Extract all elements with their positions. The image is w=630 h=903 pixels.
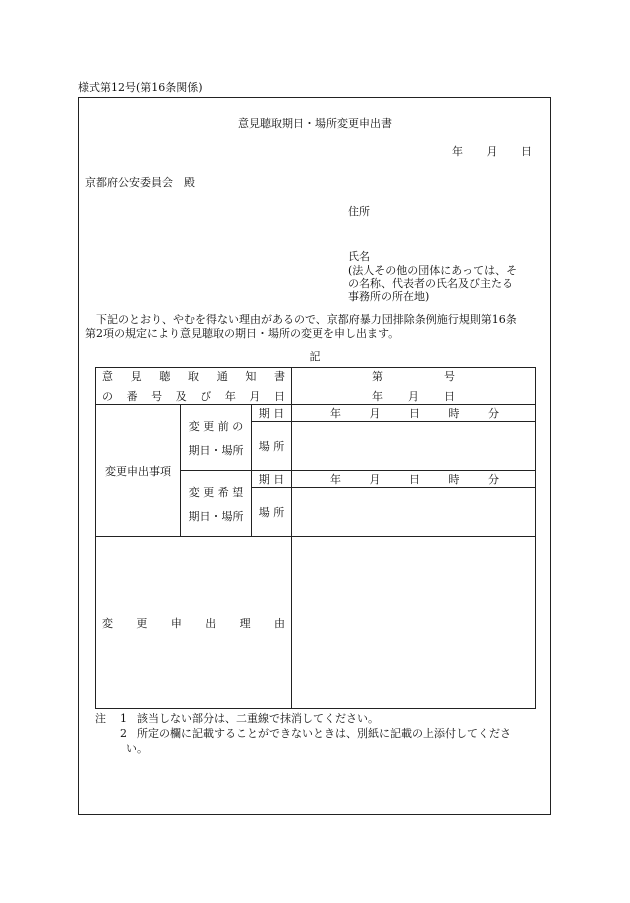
desired-place-label: 場 所 bbox=[252, 488, 292, 537]
record-heading: 記 bbox=[309, 350, 321, 363]
notice-value-line bbox=[372, 388, 455, 404]
before-label-line: 変 更 前 の bbox=[188, 419, 244, 433]
before-label-line: 期日・場所 bbox=[188, 443, 244, 457]
address-label: 住所 bbox=[348, 205, 370, 218]
notice-label-char: 見 bbox=[130, 370, 142, 383]
notice-label-line bbox=[102, 388, 285, 404]
before-place-value bbox=[292, 422, 536, 471]
notice-label-char: の bbox=[102, 390, 113, 403]
notes-prefix: 注 bbox=[95, 712, 106, 725]
notice-value-unit: 第 bbox=[372, 370, 384, 383]
datetime-unit: 日 bbox=[409, 407, 420, 420]
before-place-label: 場 所 bbox=[252, 422, 292, 471]
name-note-line: の名称、代表者の氏名及び主たる bbox=[348, 277, 513, 290]
notice-label-char: 月 bbox=[249, 390, 261, 403]
datetime-unit: 分 bbox=[487, 407, 499, 420]
before-datetime-cell bbox=[292, 405, 536, 422]
notice-label-char: 書 bbox=[274, 370, 286, 383]
datetime-unit: 時 bbox=[448, 407, 460, 420]
desired-date-label: 期 日 bbox=[252, 471, 292, 488]
notice-label-char: 聴 bbox=[159, 370, 171, 383]
notice-number-label-cell bbox=[96, 368, 292, 405]
notice-label-char: 知 bbox=[245, 370, 257, 383]
datetime-unit: 分 bbox=[487, 473, 499, 486]
note-number: 1 bbox=[120, 712, 127, 725]
notice-value-unit: 号 bbox=[444, 370, 455, 383]
change-items-label: 変更申出事項 bbox=[96, 405, 181, 537]
notice-label-char: 番 bbox=[126, 390, 138, 403]
reason-label-char: 更 bbox=[136, 616, 148, 630]
datetime-unit: 年 bbox=[330, 473, 342, 486]
notice-label-char: 取 bbox=[188, 370, 200, 383]
reason-label-char: 申 bbox=[170, 616, 182, 630]
notice-label-char: 年 bbox=[224, 390, 236, 403]
reason-label-char: 理 bbox=[239, 616, 251, 630]
form-number-label: 様式第12号(第16条関係) bbox=[78, 81, 203, 94]
reason-label-cell bbox=[96, 537, 292, 709]
notice-label-char: び bbox=[200, 390, 212, 403]
notice-label-line bbox=[102, 368, 285, 384]
desired-label-cell bbox=[181, 471, 252, 537]
date-unit: 月 bbox=[486, 145, 498, 158]
note-text-continuation: い。 bbox=[126, 742, 148, 755]
before-date-label: 期 日 bbox=[252, 405, 292, 422]
notice-value-unit: 年 bbox=[372, 390, 384, 403]
notice-label-char: 意 bbox=[102, 370, 113, 383]
reason-value bbox=[292, 537, 536, 709]
datetime-unit: 年 bbox=[330, 407, 342, 420]
datetime-unit: 日 bbox=[409, 473, 420, 486]
notice-label-char: 通 bbox=[216, 370, 228, 383]
body-text-line: 下記のとおり、やむを得ない理由があるので、京都府暴力団排除条例施行規則第16条 bbox=[96, 313, 517, 326]
document-title: 意見聴取期日・場所変更申出書 bbox=[238, 117, 392, 130]
notice-label-char: 日 bbox=[273, 390, 285, 403]
note-number: 2 bbox=[120, 727, 127, 740]
name-label: 氏名 bbox=[348, 250, 370, 263]
datetime-unit: 月 bbox=[369, 407, 381, 420]
application-table bbox=[95, 367, 536, 709]
notice-value-unit: 日 bbox=[444, 390, 455, 403]
addressee: 京都府公安委員会 殿 bbox=[85, 176, 195, 189]
desired-datetime-cell bbox=[292, 471, 536, 488]
desired-label-line: 期日・場所 bbox=[188, 509, 244, 523]
date-unit: 年 bbox=[452, 145, 463, 158]
date-line bbox=[452, 145, 532, 158]
reason-label-char: 変 bbox=[102, 616, 113, 630]
notice-value-unit: 月 bbox=[408, 390, 420, 403]
notice-number-value-cell bbox=[292, 368, 536, 405]
reason-label-char: 出 bbox=[205, 616, 217, 630]
name-note-line: 事務所の所在地) bbox=[348, 290, 430, 303]
notice-label-char: 及 bbox=[175, 390, 187, 403]
name-note-line: (法人その他の団体にあっては、そ bbox=[348, 264, 518, 277]
desired-place-value bbox=[292, 488, 536, 537]
datetime-unit: 月 bbox=[369, 473, 381, 486]
note-text: 該当しない部分は、二重線で抹消してください。 bbox=[137, 712, 379, 725]
datetime-unit: 時 bbox=[448, 473, 460, 486]
date-unit: 日 bbox=[521, 145, 532, 158]
desired-label-line: 変 更 希 望 bbox=[188, 485, 244, 499]
notice-label-char: 号 bbox=[151, 390, 163, 403]
reason-label-char: 由 bbox=[274, 616, 286, 630]
body-text-line: 第2項の規定により意見聴取の期日・場所の変更を申し出ます。 bbox=[85, 327, 400, 340]
note-text: 所定の欄に記載することができないときは、別紙に記載の上添付してくださ bbox=[137, 727, 511, 740]
before-label-cell bbox=[181, 405, 252, 471]
notice-value-line bbox=[372, 368, 455, 384]
